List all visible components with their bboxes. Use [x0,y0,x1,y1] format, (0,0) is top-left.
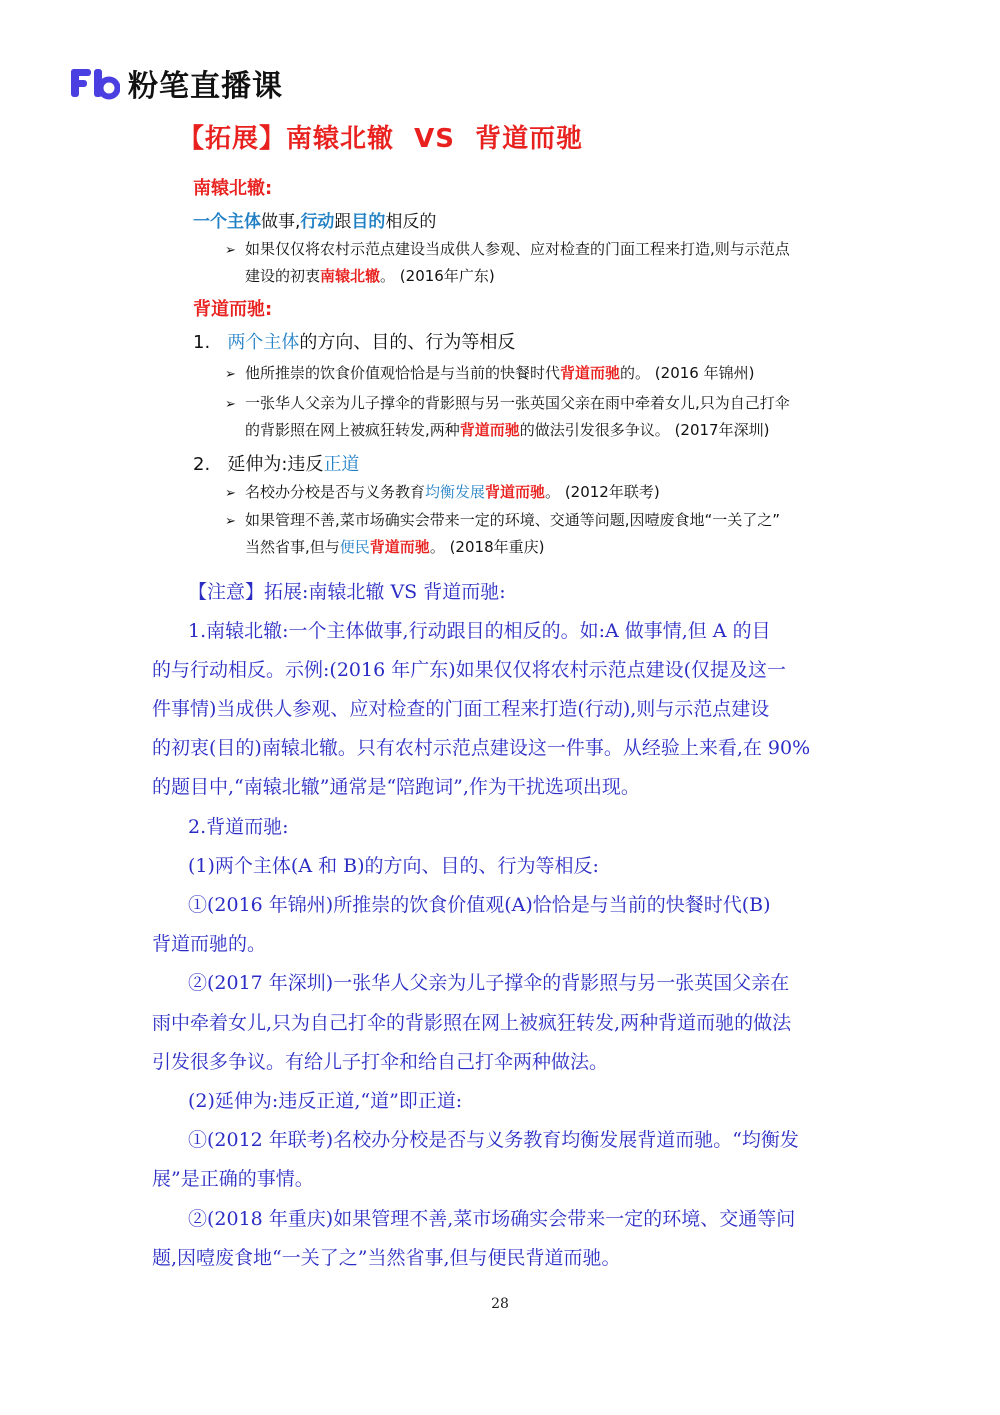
highlight-red: 背道而驰 [369,538,430,556]
note-line: ①(2012 年联考)名校办分校是否与义务教育均衡发展背道而驰。“均衡发 [188,1129,799,1151]
slide-title-part1: 【拓展】南辕北辙 [178,124,395,154]
page-number: 28 [491,1296,509,1312]
beidao-heading: 背道而驰: [193,299,273,320]
note-line: ①(2016 年锦州)所推崇的饮食价值观(A)恰恰是与当前的快餐时代(B) [188,894,771,916]
highlight-red: 背道而驰 [560,364,621,382]
def-text-3: 相反的 [385,212,437,232]
text: 他所推崇的饮食价值观恰恰是与当前的快餐时代 [245,364,561,382]
note-line: 雨中牵着女儿,只为自己打伞的背影照在网上被疯狂转发,两种背道而驰的做法 [152,1012,792,1034]
text: 的方向、目的、行为等相反 [299,332,516,353]
item-number: 2. [193,454,211,475]
note-line: 引发很多争议。有给儿子打伞和给自己打伞两种做法。 [152,1051,609,1073]
note-heading: 【注意】拓展:南辕北辙 VS 背道而驰: [188,581,506,603]
text: 一张华人父亲为儿子撑伞的背影照与另一张英国父亲在雨中牵着女儿,只为自己打伞 [245,394,790,412]
slide-title-part2: 背道而驰 [475,124,584,154]
note-line: 2.背道而驰: [188,816,289,838]
text: 当然省事,但与 [245,538,340,556]
note-line: ②(2018 年重庆)如果管理不善,菜市场确实会带来一定的环境、交通等问 [188,1208,796,1230]
text: 。 (2016年广东) [380,267,495,285]
arrow-bullet-icon: ➢ [225,486,236,501]
beidao-item-1 [193,328,515,354]
highlight-blue: 均衡发展 [425,483,486,501]
logo-text: 粉笔直播课 [128,69,283,104]
note-line: 1.南辕北辙:一个主体做事,行动跟目的相反的。如:A 做事情,但 A 的目 [188,620,771,642]
text: 的。 (2016 年锦州) [620,364,755,382]
beidao-item-1-bullet-1 [225,362,754,383]
highlight-blue: 正道 [323,454,360,475]
text: 的做法引发很多争议。 (2017年深圳) [519,421,770,439]
fenbi-logo-icon [70,66,120,100]
text: 建设的初衷 [245,267,321,285]
arrow-bullet-icon: ➢ [225,514,236,529]
text: 如果管理不善,菜市场确实会带来一定的环境、交通等问题,因噎废食地“一关了之” [245,511,781,529]
def-blue-1: 一个主体 [193,212,261,232]
arrow-bullet-icon: ➢ [225,397,236,412]
note-line: 的题目中,“南辕北辙”通常是“陪跑词”,作为干扰选项出现。 [152,776,640,798]
note-line: ②(2017 年深圳)一张华人父亲为儿子撑伞的背影照与另一张英国父亲在 [188,972,790,994]
nanyuan-example-line1: 如果仅仅将农村示范点建设当成供人参观、应对检查的门面工程来打造,则与示范点 [245,240,790,258]
note-line: (1)两个主体(A 和 B)的方向、目的、行为等相反: [188,855,599,877]
slide-title-vs: VS [414,124,455,154]
note-line: 件事情)当成供人参观、应对检查的门面工程来打造(行动),则与示范点建设 [152,698,770,720]
note-line: 的与行动相反。示例:(2016 年广东)如果仅仅将农村示范点建设(仅提及这一 [152,659,787,681]
beidao-item-1-bullet-2-cont [245,419,769,440]
beidao-item-2-bullet-1 [225,481,660,502]
beidao-item-2-bullet-2-cont [245,536,544,557]
text: 。 (2018年重庆) [429,538,545,556]
beidao-item-2 [193,450,359,476]
beidao-item-2-bullet-2 [225,509,780,530]
text: 名校办分校是否与义务教育 [245,483,426,501]
arrow-bullet-icon: ➢ [225,367,236,382]
def-text-1: 做事, [261,212,301,232]
text: 。 (2012年联考) [545,483,660,501]
def-blue-2: 行动 [300,212,335,232]
text: 延伸为:违反 [227,454,324,475]
slide-title [178,118,583,155]
highlight-blue: 便民 [339,538,370,556]
note-line: (2)延伸为:违反正道,“道”即正道: [188,1090,463,1112]
note-line: 展”是正确的事情。 [152,1168,314,1190]
note-line: 题,因噎废食地“一关了之”当然省事,但与便民背道而驰。 [152,1247,621,1269]
def-blue-3: 目的 [351,212,386,232]
item-number: 1. [193,332,211,353]
highlight-red: 背道而驰 [485,483,546,501]
highlight-red: 南辕北辙 [320,267,381,285]
def-text-2: 跟 [334,212,352,232]
nanyuan-heading: 南辕北辙: [193,178,273,199]
beidao-item-1-bullet-2 [225,392,790,413]
note-line: 背道而驰的。 [152,933,267,955]
brand-logo [70,62,283,104]
arrow-bullet-icon: ➢ [225,243,236,258]
highlight-blue: 两个主体 [227,332,300,353]
nanyuan-example-cont [245,265,495,286]
note-line: 的初衷(目的)南辕北辙。只有农村示范点建设这一件事。从经验上来看,在 90% [152,737,811,759]
nanyuan-example [225,238,790,259]
highlight-red: 背道而驰 [459,421,520,439]
text: 的背影照在网上被疯狂转发,两种 [245,421,460,439]
nanyuan-definition [193,207,436,232]
